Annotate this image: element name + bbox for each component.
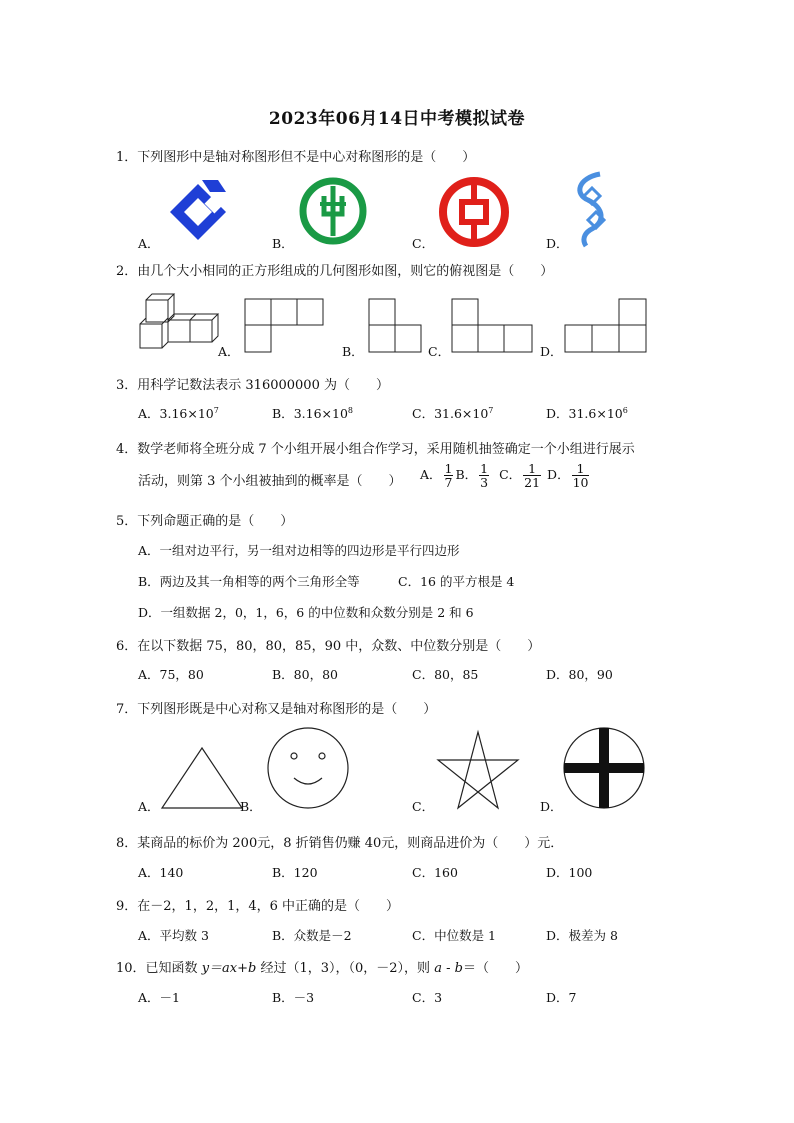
q5-option-c: C．16 的平方根是 4 xyxy=(398,574,515,589)
q8-option-c: C．160 xyxy=(412,865,458,880)
q6-option-d: D．80，90 xyxy=(546,667,613,682)
q10-option-d: D．7 xyxy=(546,990,577,1005)
question-5: 5．下列命题正确的是（ ） xyxy=(116,514,294,529)
q10-option-c: C．3 xyxy=(412,990,443,1005)
q9-option-b: B．众数是－2 xyxy=(272,928,352,943)
q1-option-b: B． xyxy=(272,236,294,251)
q6-option-c: C．80，85 xyxy=(412,667,479,682)
triangle-figure xyxy=(160,746,244,810)
q4-options: A． $\frac{1}{7}$ B． $\frac{1}{3}$ C． $\frac{1}{21}$ D． $\frac{1}{10}$ xyxy=(420,461,589,491)
logo-b-icon xyxy=(298,176,368,246)
logo-a-icon xyxy=(162,178,234,246)
q1-option-a: A． xyxy=(138,236,160,251)
q10-option-a: A．－1 xyxy=(138,990,180,1005)
q1-option-d: D． xyxy=(546,236,569,251)
q9-option-d: D．极差为 8 xyxy=(546,928,618,943)
q3-option-d: D．$31.6\times 10^6$ xyxy=(546,405,628,421)
smiley-face-figure xyxy=(266,726,350,810)
question-8: 8．某商品的标价为 200元，8 折销售仍赚 40元，则商品进价为（ ）元． xyxy=(116,836,564,851)
q2-option-a: A． xyxy=(218,344,240,359)
q3-option-a: A．$3.16\times 10^7$ xyxy=(138,405,219,421)
question-3: 3．用科学记数法表示 316000000 为（ ） xyxy=(116,378,389,393)
q2-option-d: D． xyxy=(540,344,563,359)
question-2: 2．由几个大小相同的正方形组成的几何图形如图，则它的俯视图是（ ） xyxy=(116,264,554,279)
q1-option-c: C． xyxy=(412,236,435,251)
q8-option-a: A．140 xyxy=(138,865,184,880)
q5-option-d: D．一组数据 2，0，1，6，6 的中位数和众数分别是 2 和 6 xyxy=(138,605,474,620)
question-7: 7．下列图形既是中心对称又是轴对称图形的是（ ） xyxy=(116,702,437,717)
q9-option-c: C．中位数是 1 xyxy=(412,928,496,943)
q9-option-a: A．平均数 3 xyxy=(138,928,209,943)
q3-option-c: C．$31.6\times 10^7$ xyxy=(412,405,494,421)
top-view-d xyxy=(564,298,648,354)
q7-option-d: D． xyxy=(540,799,563,814)
cube-solid-figure xyxy=(136,292,220,354)
page-title: 2023年06月14日中考模拟试卷 xyxy=(268,109,526,129)
question-1: 1．下列图形中是轴对称图形但不是中心对称图形的是（ ） xyxy=(116,150,476,165)
question-4-line-1: 4．数学老师将全班分成 7 个小组开展小组合作学习，采用随机抽签确定一个小组进行展示 xyxy=(116,442,635,457)
circle-cross-figure xyxy=(562,726,646,810)
q5-option-a: A．一组对边平行，另一组对边相等的四边形是平行四边形 xyxy=(138,543,460,558)
logo-c-icon xyxy=(438,176,510,248)
logo-d-icon xyxy=(566,170,618,250)
question-9: 9．在－2，1，2，1，4，6 中正确的是（ ） xyxy=(116,899,400,914)
q8-option-b: B．120 xyxy=(272,865,318,880)
q2-option-b: B． xyxy=(342,344,364,359)
question-4-line-2: 活动，则第 3 个小组被抽到的概率是（ ） xyxy=(138,474,402,489)
top-view-b xyxy=(368,298,424,354)
q6-option-a: A．75，80 xyxy=(138,667,204,682)
q5-option-b: B．两边及其一角相等的两个三角形全等 xyxy=(138,574,360,589)
top-view-c xyxy=(451,298,535,354)
q7-option-c: C． xyxy=(412,799,435,814)
question-10: 10．已知函数 y＝ax+b 经过（1，3），（0，－2），则 a - b＝（ ） xyxy=(116,961,528,976)
q3-option-b: B．$3.16\times 10^8$ xyxy=(272,405,353,421)
q6-option-b: B．80，80 xyxy=(272,667,338,682)
q10-option-b: B．－3 xyxy=(272,990,315,1005)
q7-option-b: B． xyxy=(240,799,262,814)
top-view-a xyxy=(244,298,326,354)
q7-option-a: A． xyxy=(138,799,160,814)
question-6: 6．在以下数据 75，80，80，85，90 中，众数、中位数分别是（ ） xyxy=(116,639,541,654)
star-figure xyxy=(436,730,520,810)
q8-option-d: D．100 xyxy=(546,865,593,880)
q2-option-c: C． xyxy=(428,344,451,359)
